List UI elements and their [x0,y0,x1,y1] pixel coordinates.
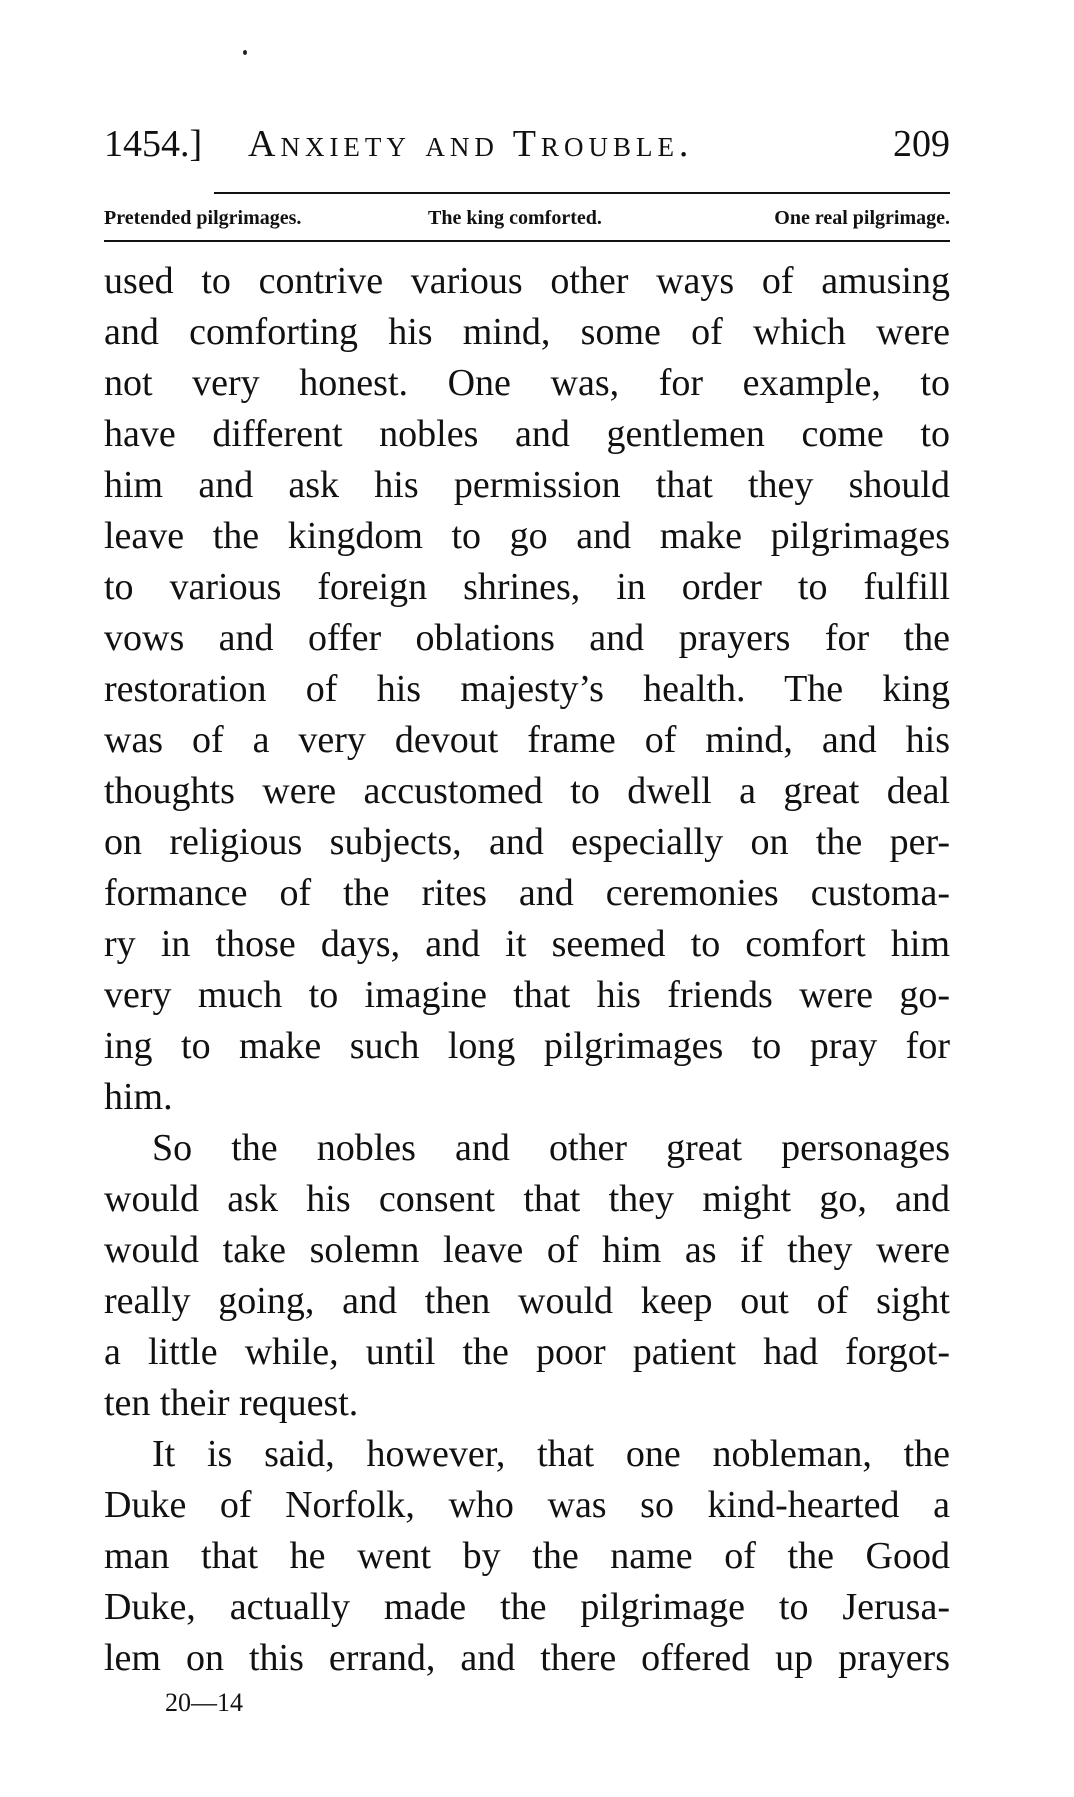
side-topic: One real pilgrimage. [774,207,950,229]
text-line: So the nobles and other great personages [152,1127,950,1169]
body-text [104,256,950,1684]
text-line: leave the kingdom to go and make pilgrimages [104,515,950,557]
running-header [104,120,950,168]
side-topic: Pretended pilgrimages. [104,207,302,229]
page-number: 209 [893,123,950,165]
text-line: was of a very devout frame of mind, and his [104,719,950,761]
text-line: Duke of Norfolk, who was so kind-hearted a [104,1484,950,1526]
header-rule-bottom [104,240,950,242]
text-line: lem on this errand, and there offered up prayers [104,1637,950,1679]
text-line: to various foreign shrines, in order to fulfill [104,566,950,608]
header-title: Anxiety and Trouble. [248,123,694,165]
header-year: 1454.] [104,123,203,165]
side-topic: The king comforted. [428,207,602,229]
text-line: him. [104,1076,173,1118]
text-line: formance of the rites and ceremonies customa- [104,872,950,914]
text-line: It is said, however, that one nobleman, the [152,1433,950,1475]
text-line: would ask his consent that they might go, and [104,1178,950,1220]
text-line: vows and offer oblations and prayers for the [104,617,950,659]
text-line: a little while, until the poor patient had forgot- [104,1331,950,1373]
text-line: used to contrive various other ways of amusing [104,260,950,302]
text-line: not very honest. One was, for example, to [104,362,950,404]
text-line: Duke, actually made the pilgrimage to Jerusa- [104,1586,950,1628]
text-line: ten their request. [104,1382,359,1424]
text-line: thoughts were accustomed to dwell a great deal [104,770,950,812]
text-line: on religious subjects, and especially on the per- [104,821,950,863]
text-line: would take solemn leave of him as if they were [104,1229,950,1271]
text-line: restoration of his majesty’s health. The king [104,668,950,710]
text-line: ry in those days, and it seemed to comfort him [104,923,950,965]
text-line: man that he went by the name of the Good [104,1535,950,1577]
signature-mark: 20—14 [165,1688,243,1717]
text-line: have different nobles and gentlemen come to [104,413,950,455]
text-line: very much to imagine that his friends were go- [104,974,950,1016]
text-line: really going, and then would keep out of sight [104,1280,950,1322]
ink-speck [243,50,247,55]
side-topics [104,203,950,233]
header-rule-top [214,192,950,194]
text-line: and comforting his mind, some of which were [104,311,950,353]
text-line: him and ask his permission that they should [104,464,950,506]
text-line: ing to make such long pilgrimages to pray for [104,1025,950,1067]
